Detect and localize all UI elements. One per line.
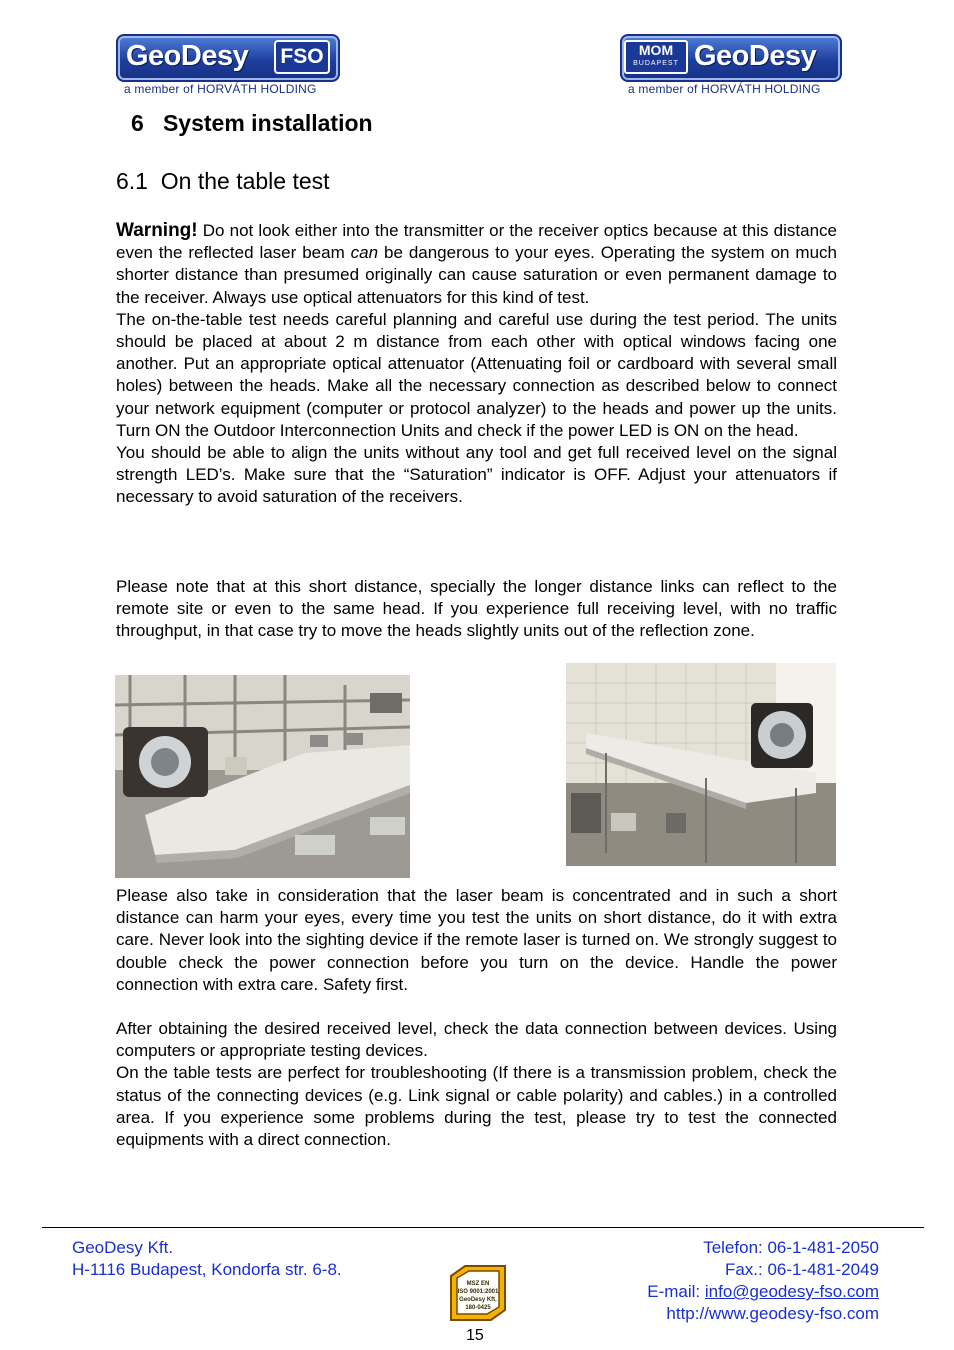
warning-label: Warning! — [116, 220, 198, 241]
svg-text:180-0425: 180-0425 — [465, 1305, 491, 1311]
footer-email-link[interactable]: info@geodesy-fso.com — [704, 1282, 879, 1301]
footer-company: GeoDesy Kft. — [72, 1238, 174, 1257]
section-title: 6 System installation — [131, 110, 373, 136]
logo-wordmark: GeoDesy — [126, 40, 249, 72]
svg-text:MSZ EN: MSZ EN — [466, 1281, 490, 1287]
troubleshooting-paragraph: On the table tests are perfect for troubleshooting (If there is a transmission problem, check the status of the connecting devices (e.g. Link signal or cable polarity) and cables.) in a controlled area. If you experience some problems during the test, please try to test the connected equipments with a direct connection. — [116, 1063, 837, 1150]
logo-tagline: a member of HORVÁTH HOLDING — [124, 82, 317, 96]
mom-budapest-badge — [624, 40, 688, 74]
warning-text-emphasis: can — [350, 243, 379, 263]
footer-address: H-1116 Budapest, Kondorfa str. 6-8. — [72, 1260, 342, 1279]
logo-wordmark: GeoDesy — [694, 40, 817, 72]
warning-text-b: be dangerous to your eyes. Operating the system on much shorter distance than presumed originally can cause saturation or even permanent damage to the receiver. Always use optical attenuators for this kind of test. — [116, 243, 837, 307]
svg-text:ISO 9001:2001: ISO 9001:2001 — [457, 1289, 499, 1295]
footer-divider — [42, 1227, 924, 1228]
warning-text-a: Do not look either into the transmitter or the receiver optics because at this distance even the reflected laser beam — [116, 221, 837, 263]
logo-tagline: a member of HORVÁTH HOLDING — [628, 82, 821, 96]
page-number: 15 — [466, 1327, 484, 1344]
text-block-intro — [116, 220, 837, 509]
alignment-paragraph: You should be able to align the units without any tool and get full received level on the signal strength LED’s. Make sure that the “Saturation” indicator is OFF. Adjust your attenuators if necessary to avoid saturation of the receivers. — [116, 443, 837, 507]
mom-geodesy-logo — [620, 34, 842, 98]
lab-photo-right — [566, 663, 836, 866]
lab-photo-left — [115, 675, 410, 878]
text-block-closing — [116, 1018, 837, 1151]
footer-website[interactable]: http://www.geodesy-fso.com — [666, 1304, 879, 1323]
geodesy-fso-logo — [116, 34, 342, 98]
mom-badge-top: MOM — [638, 42, 674, 58]
subsection-title: 6.1 On the table test — [116, 168, 330, 194]
logo-fso-tag: FSO — [274, 40, 330, 74]
svg-text:GeoDesy Kft.: GeoDesy Kft. — [459, 1297, 497, 1303]
warning-paragraph — [116, 220, 837, 309]
iso-badge-icon — [447, 1262, 509, 1322]
iso-certification-badge — [447, 1262, 509, 1322]
obtain-level-paragraph: After obtaining the desired received level, check the data connection between devices. Using computers or appropriate testing devices. — [116, 1019, 837, 1061]
footer-email-label: E-mail: — [647, 1282, 705, 1301]
reflection-paragraph: Please note that at this short distance, specially the longer distance links can reflect to the remote site or even to the same head. If you experience full receiving level, with no traffic throughput, in that case try to move the heads slightly units out of the reflection zone. — [116, 577, 837, 641]
lab-photo-right-illustration — [566, 663, 836, 866]
planning-paragraph: The on-the-table test needs careful planning and careful use during the test period. The units should be placed at about 2 m distance from each other with optical windows facing one another. Put an appropriate optical attenuator (Attenuating foil or cardboard with several small holes) between the heads. Make all the necessary connection as described below to connect your network equipment (computer or protocol analyzer) to the heads and power up the units. Turn ON the Outdoor Interconnection Units and check if the power LED is ON on the head. — [116, 309, 837, 440]
lab-photo-left-illustration — [115, 675, 410, 878]
mom-badge-bottom: BUDAPEST — [633, 60, 679, 67]
footer-fax: Fax.: 06-1-481-2049 — [724, 1260, 879, 1279]
footer-phone: Telefon: 06-1-481-2050 — [703, 1238, 879, 1257]
footer-email-line — [647, 1281, 879, 1303]
caution-paragraph: Please also take in consideration that the laser beam is concentrated and in such a short distance can harm your eyes, every time you test the units on short distance, do it with extra care. Never look into the sighting device if the remote laser is turned on. We strongly suggest to double check the power connection before you turn on the device. Handle the power connection with extra care. Safety first. — [116, 886, 837, 994]
